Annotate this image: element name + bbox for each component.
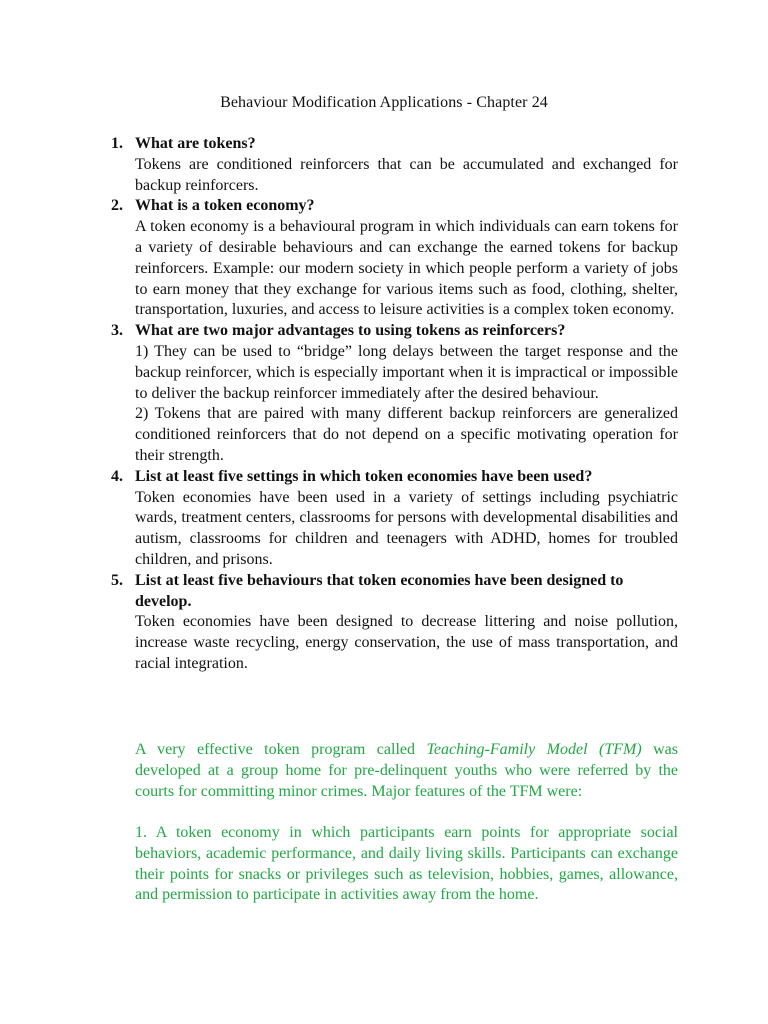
- question-item-3: [108, 321, 678, 467]
- question-text: What is a token economy?: [135, 197, 315, 215]
- answer-text: Tokens are conditioned reinforcers that can be accumulated and exchanged for backup reinforcers.: [135, 155, 678, 194]
- question-number: 3.: [111, 322, 123, 340]
- question-item-5: [108, 571, 678, 675]
- page-title: Behaviour Modification Applications - Chapter 24: [220, 94, 548, 111]
- question-text: What are tokens?: [135, 135, 256, 152]
- question-text: List at least five settings in which token economies have been used?: [135, 467, 593, 485]
- answer-text: Token economies have been designed to decrease littering and noise pollution, increase waste recycling, energy conservation, the use of mass transportation, and racial integration.: [135, 613, 678, 672]
- answer-text: 2) Tokens that are paired with many different backup reinforcers are generalized conditioned reinforcers that do not depend on a specific motivating operation for their strength.: [135, 405, 678, 464]
- tfm-intro-paragraph: [135, 740, 678, 802]
- answer-text: A token economy is a behavioural program in which individuals can earn tokens for a variety of desirable behaviours and can exchange the earned tokens for backup reinforcers. Example: our modern society in which people perform a variety of jobs to earn money that they exchange for various items such as food, clothing, shelter, transportation, luxuries, and access to leisure activities is a complex token economy.: [135, 218, 678, 319]
- question-text: List at least five behaviours that token economies have been designed to develop.: [135, 571, 624, 610]
- tfm-model-name: Teaching-Family Model (TFM): [426, 741, 642, 758]
- tfm-intro-before: A very effective token program called: [135, 741, 427, 758]
- question-number: 5.: [111, 571, 123, 589]
- question-item-4: [108, 467, 678, 571]
- question-text: What are two major advantages to using tokens as reinforcers?: [135, 322, 566, 340]
- question-item-2: [108, 196, 678, 321]
- question-number: 4.: [111, 467, 123, 485]
- question-list: [108, 134, 678, 675]
- question-number: 1.: [111, 135, 123, 152]
- answer-text: Token economies have been used in a variety of settings including psychiatric wards, treatment centers, classrooms for persons with developmental disabilities and autism, classrooms for children and teenagers with ADHD, homes for troubled children, and prisons.: [135, 488, 678, 568]
- tfm-intro-after: was developed at a group home for pre-delinquent youths who were referred by the courts for committing minor crimes. Major features of the TFM were:: [135, 741, 678, 800]
- question-number: 2.: [111, 197, 123, 215]
- tfm-feature-1-paragraph: 1. A token economy in which participants earn points for appropriate social behaviors, academic performance, and daily living skills. Participants can exchange their points for snacks or privileges such as television, hobbies, games, allowance, and permission to participate in activities away from the home.: [135, 824, 678, 904]
- answer-text: 1) They can be used to “bridge” long delays between the target response and the backup reinforcer, which is especially important when it is impractical or impossible to deliver the backup reinforcer immediately after the desired behaviour.: [135, 342, 678, 402]
- question-item-1: [108, 134, 678, 196]
